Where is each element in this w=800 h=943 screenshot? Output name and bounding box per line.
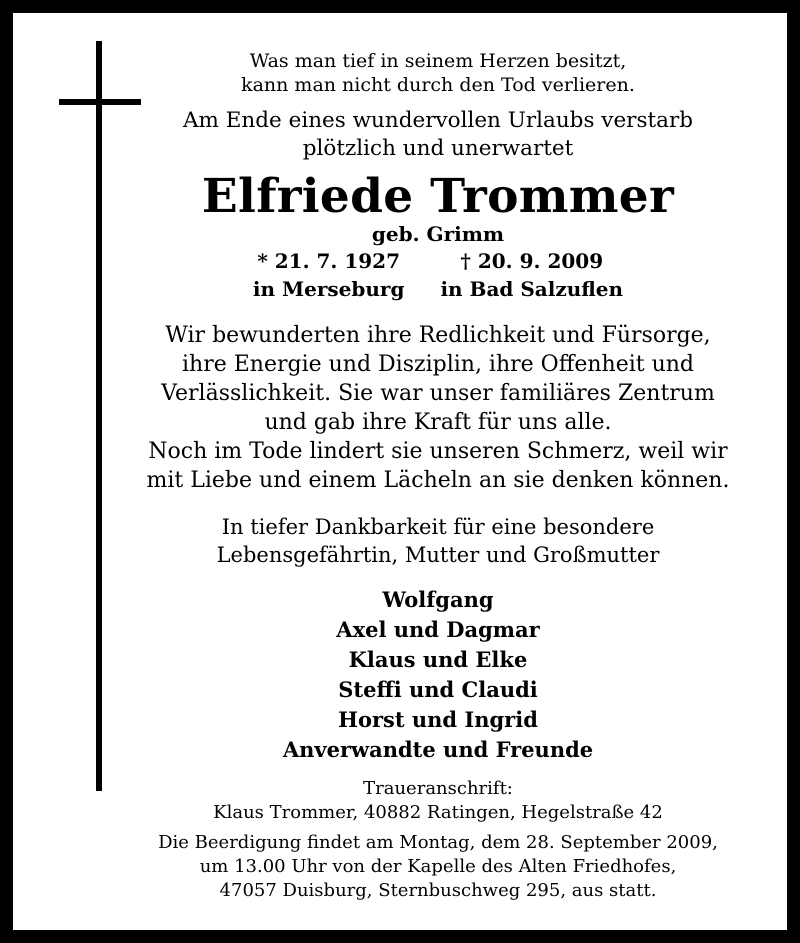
deceased-name: Elfriede Trommer (201, 169, 675, 224)
tribute-text (123, 321, 753, 495)
address-line: Klaus Trommer, 40882 Ratingen, Hegelstraße 42 (213, 802, 663, 823)
mourner-entry: Anverwandte und Freunde (282, 737, 594, 762)
death-date: † 20. 9. 2009 (460, 249, 604, 273)
tribute-line: Wir bewunderten ihre Redlichkeit und Fürsorge, (165, 323, 711, 348)
birth-name: geb. Grimm (371, 222, 505, 246)
tribute-line: und gab ihre Kraft für uns alle. (264, 410, 612, 435)
death-place: in Bad Salzuflen (440, 277, 624, 301)
thanks-text (123, 513, 753, 569)
cross-icon-vertical (96, 41, 102, 791)
funeral-line: Die Beerdigung findet am Montag, dem 28. September 2009, (158, 832, 718, 853)
life-dates (123, 247, 753, 303)
motto-line: kann man nicht durch den Tod verlieren. (241, 74, 635, 96)
birth-date: * 21. 7. 1927 (257, 249, 401, 273)
mourners-list (123, 585, 753, 765)
thanks-line: In tiefer Dankbarkeit für eine besondere (221, 515, 655, 539)
tribute-line: Noch im Tode lindert sie unseren Schmerz, weil wir (148, 439, 728, 464)
funeral-info (123, 831, 753, 903)
mourner-entry: Wolfgang (382, 587, 494, 612)
obituary-content (123, 49, 753, 903)
intro-line: Am Ende eines wundervollen Urlaubs verstarb (182, 108, 693, 133)
tribute-line: ihre Energie und Disziplin, ihre Offenheit und (181, 352, 694, 377)
intro (123, 107, 753, 163)
funeral-line: um 13.00 Uhr von der Kapelle des Alten Friedhofes, (199, 856, 677, 877)
mourner-entry: Steffi und Claudi (338, 677, 538, 702)
mourner-entry: Horst und Ingrid (338, 707, 538, 732)
birth-place: in Merseburg (252, 277, 405, 301)
intro-line: plötzlich und unerwartet (302, 136, 574, 161)
address-label: Traueranschrift: (363, 778, 513, 799)
tribute-line: Verlässlichkeit. Sie war unser familiäres Zentrum (161, 381, 715, 406)
funeral-line: 47057 Duisburg, Sternbuschweg 295, aus statt. (219, 880, 657, 901)
birth-column (253, 247, 405, 303)
motto (123, 49, 753, 97)
mourning-address (123, 777, 753, 825)
tribute-line: mit Liebe und einem Lächeln an sie denken können. (146, 468, 730, 493)
mourner-entry: Axel und Dagmar (336, 617, 540, 642)
mourner-entry: Klaus und Elke (348, 647, 528, 672)
thanks-line: Lebensgefährtin, Mutter und Großmutter (216, 543, 660, 567)
motto-line: Was man tief in seinem Herzen besitzt, (249, 50, 627, 72)
death-column (440, 247, 623, 303)
